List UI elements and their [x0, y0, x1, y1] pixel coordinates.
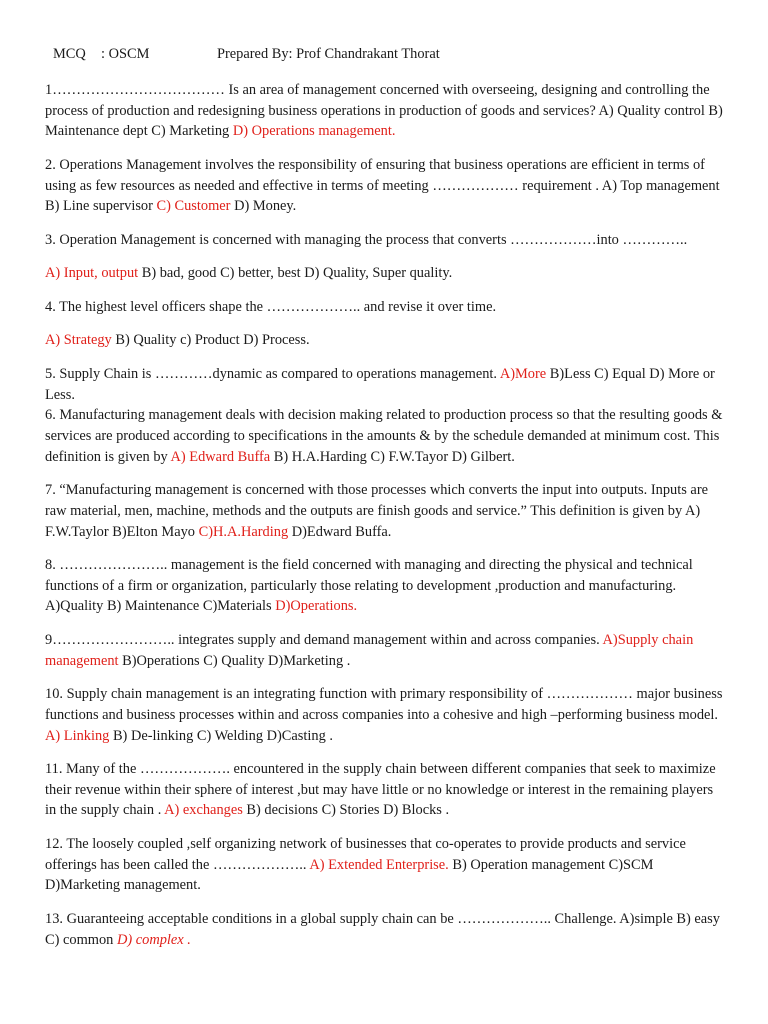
question-text: 5. Supply Chain is …………dynamic as compared to operations management. [45, 365, 500, 382]
question-3 [45, 230, 725, 251]
subject-label: MCQ [53, 46, 86, 62]
question-13 [45, 909, 725, 950]
answer-text: A) Extended Enterprise. [309, 856, 449, 873]
question-2 [45, 155, 725, 217]
question-text-rest: B)Operations C) Quality D)Marketing . [118, 652, 351, 669]
question-7 [45, 480, 725, 542]
answer-text: A) Linking [45, 727, 110, 744]
answer-text: D)Operations. [275, 598, 358, 615]
question-9 [45, 630, 725, 671]
question-text: 1……………………………… Is an area of management concerned with overseeing, designing and controlling the process of production and redesigning business operations in production of goods and services? A) Quality control B) Maintenance dept C) Marketing [45, 82, 723, 140]
question-10 [45, 684, 725, 746]
page-header [53, 44, 725, 64]
answer-text: D) Operations management. [232, 123, 396, 140]
answer-text: A)More [499, 365, 547, 382]
question-text: 6. Manufacturing management deals with decision making related to production process so that the resulting goods & services are produced according to specifications in the amounts & by the schedule demanded at minimum cost. This definition is given by [45, 407, 723, 465]
answer-text: A)Supply chain management [45, 631, 694, 669]
question-text-rest: B) bad, good C) better, best D) Quality, Super quality. [138, 265, 453, 282]
question-12 [45, 834, 725, 896]
question-text: 2. Operations Management involves the responsibility of ensuring that business operations are efficient in terms of using as few resources as needed and effective in terms of meeting ……………… requirement . A) Top management B) Line supervisor [45, 156, 720, 215]
answer-text: A) Edward Buffa [170, 448, 271, 465]
answer-text: A) Strategy [45, 332, 112, 349]
question-3-options [45, 263, 725, 284]
answer-text: A) Input, output [45, 265, 139, 282]
question-text: 10. Supply chain management is an integrating function with primary responsibility of ……………… major business functions and business processes within and across companies into a cohesive and high –performing business model. [45, 686, 723, 723]
question-text: 4. The highest level officers shape the ……………….. and revise it over time. [45, 298, 497, 315]
prepared-by: Prepared By: Prof Chandrakant Thorat [217, 46, 440, 62]
question-4 [45, 297, 725, 318]
answer-text: C)H.A.Harding [198, 523, 289, 540]
question-text: 11. Many of the ………………. encountered in the supply chain between different companies that seek to maximize their revenue within their sphere of interest ,but may have little or no knowledge or interest in the remaining players in the supply chain . [45, 761, 716, 819]
question-text-rest: B) decisions C) Stories D) Blocks . [242, 802, 450, 819]
question-text: 9…………………….. integrates supply and demand management within and across companies. [45, 631, 603, 648]
answer-text: C) Customer [156, 198, 231, 215]
question-text: 12. The loosely coupled ,self organizing network of businesses that co-operates to provide products and service offerings has been called the ……………….. [45, 835, 686, 873]
question-text-rest: D) Money. [230, 198, 297, 215]
question-text: 13. Guaranteeing acceptable conditions in a global supply chain can be ……………….. Challenge. A)simple B) easy C) common [45, 910, 720, 948]
subject-value: : OSCM [101, 46, 150, 62]
question-4-options [45, 330, 725, 351]
question-text: 3. Operation Management is concerned with managing the process that converts ………………into ………….. [45, 231, 688, 248]
question-11 [45, 759, 725, 821]
question-text: 7. “Manufacturing management is concerned with those processes which converts the input into outputs. Inputs are raw material, men, machine, methods and the outputs are finish goods and service.” This definition is given by A) F.W.Taylor B)Elton Mayo [45, 482, 708, 540]
question-text-rest: B) De-linking C) Welding D)Casting . [109, 727, 333, 744]
question-1 [45, 80, 725, 142]
question-6 [45, 405, 725, 467]
answer-text: A) exchanges [164, 802, 243, 819]
question-text-rest: B) H.A.Harding C) F.W.Tayor D) Gilbert. [270, 448, 515, 465]
question-5 [45, 364, 725, 405]
document-page [45, 44, 725, 963]
question-text: 8. ………………….. management is the field concerned with managing and directing the physical and technical functions of a firm or organization, particularly those relating to development ,production and manufacturing. A)Quality B) Maintenance C)Materials [45, 557, 693, 615]
answer-text: D) complex . [116, 931, 191, 948]
question-text-rest: B)Less C) Equal D) More or Less. [45, 365, 715, 403]
question-text-rest: B) Operation management C)SCM D)Marketing management. [45, 856, 654, 894]
question-text-rest: B) Quality c) Product D) Process. [111, 332, 310, 349]
question-8 [45, 555, 725, 617]
question-text-rest: D)Edward Buffa. [288, 523, 392, 540]
